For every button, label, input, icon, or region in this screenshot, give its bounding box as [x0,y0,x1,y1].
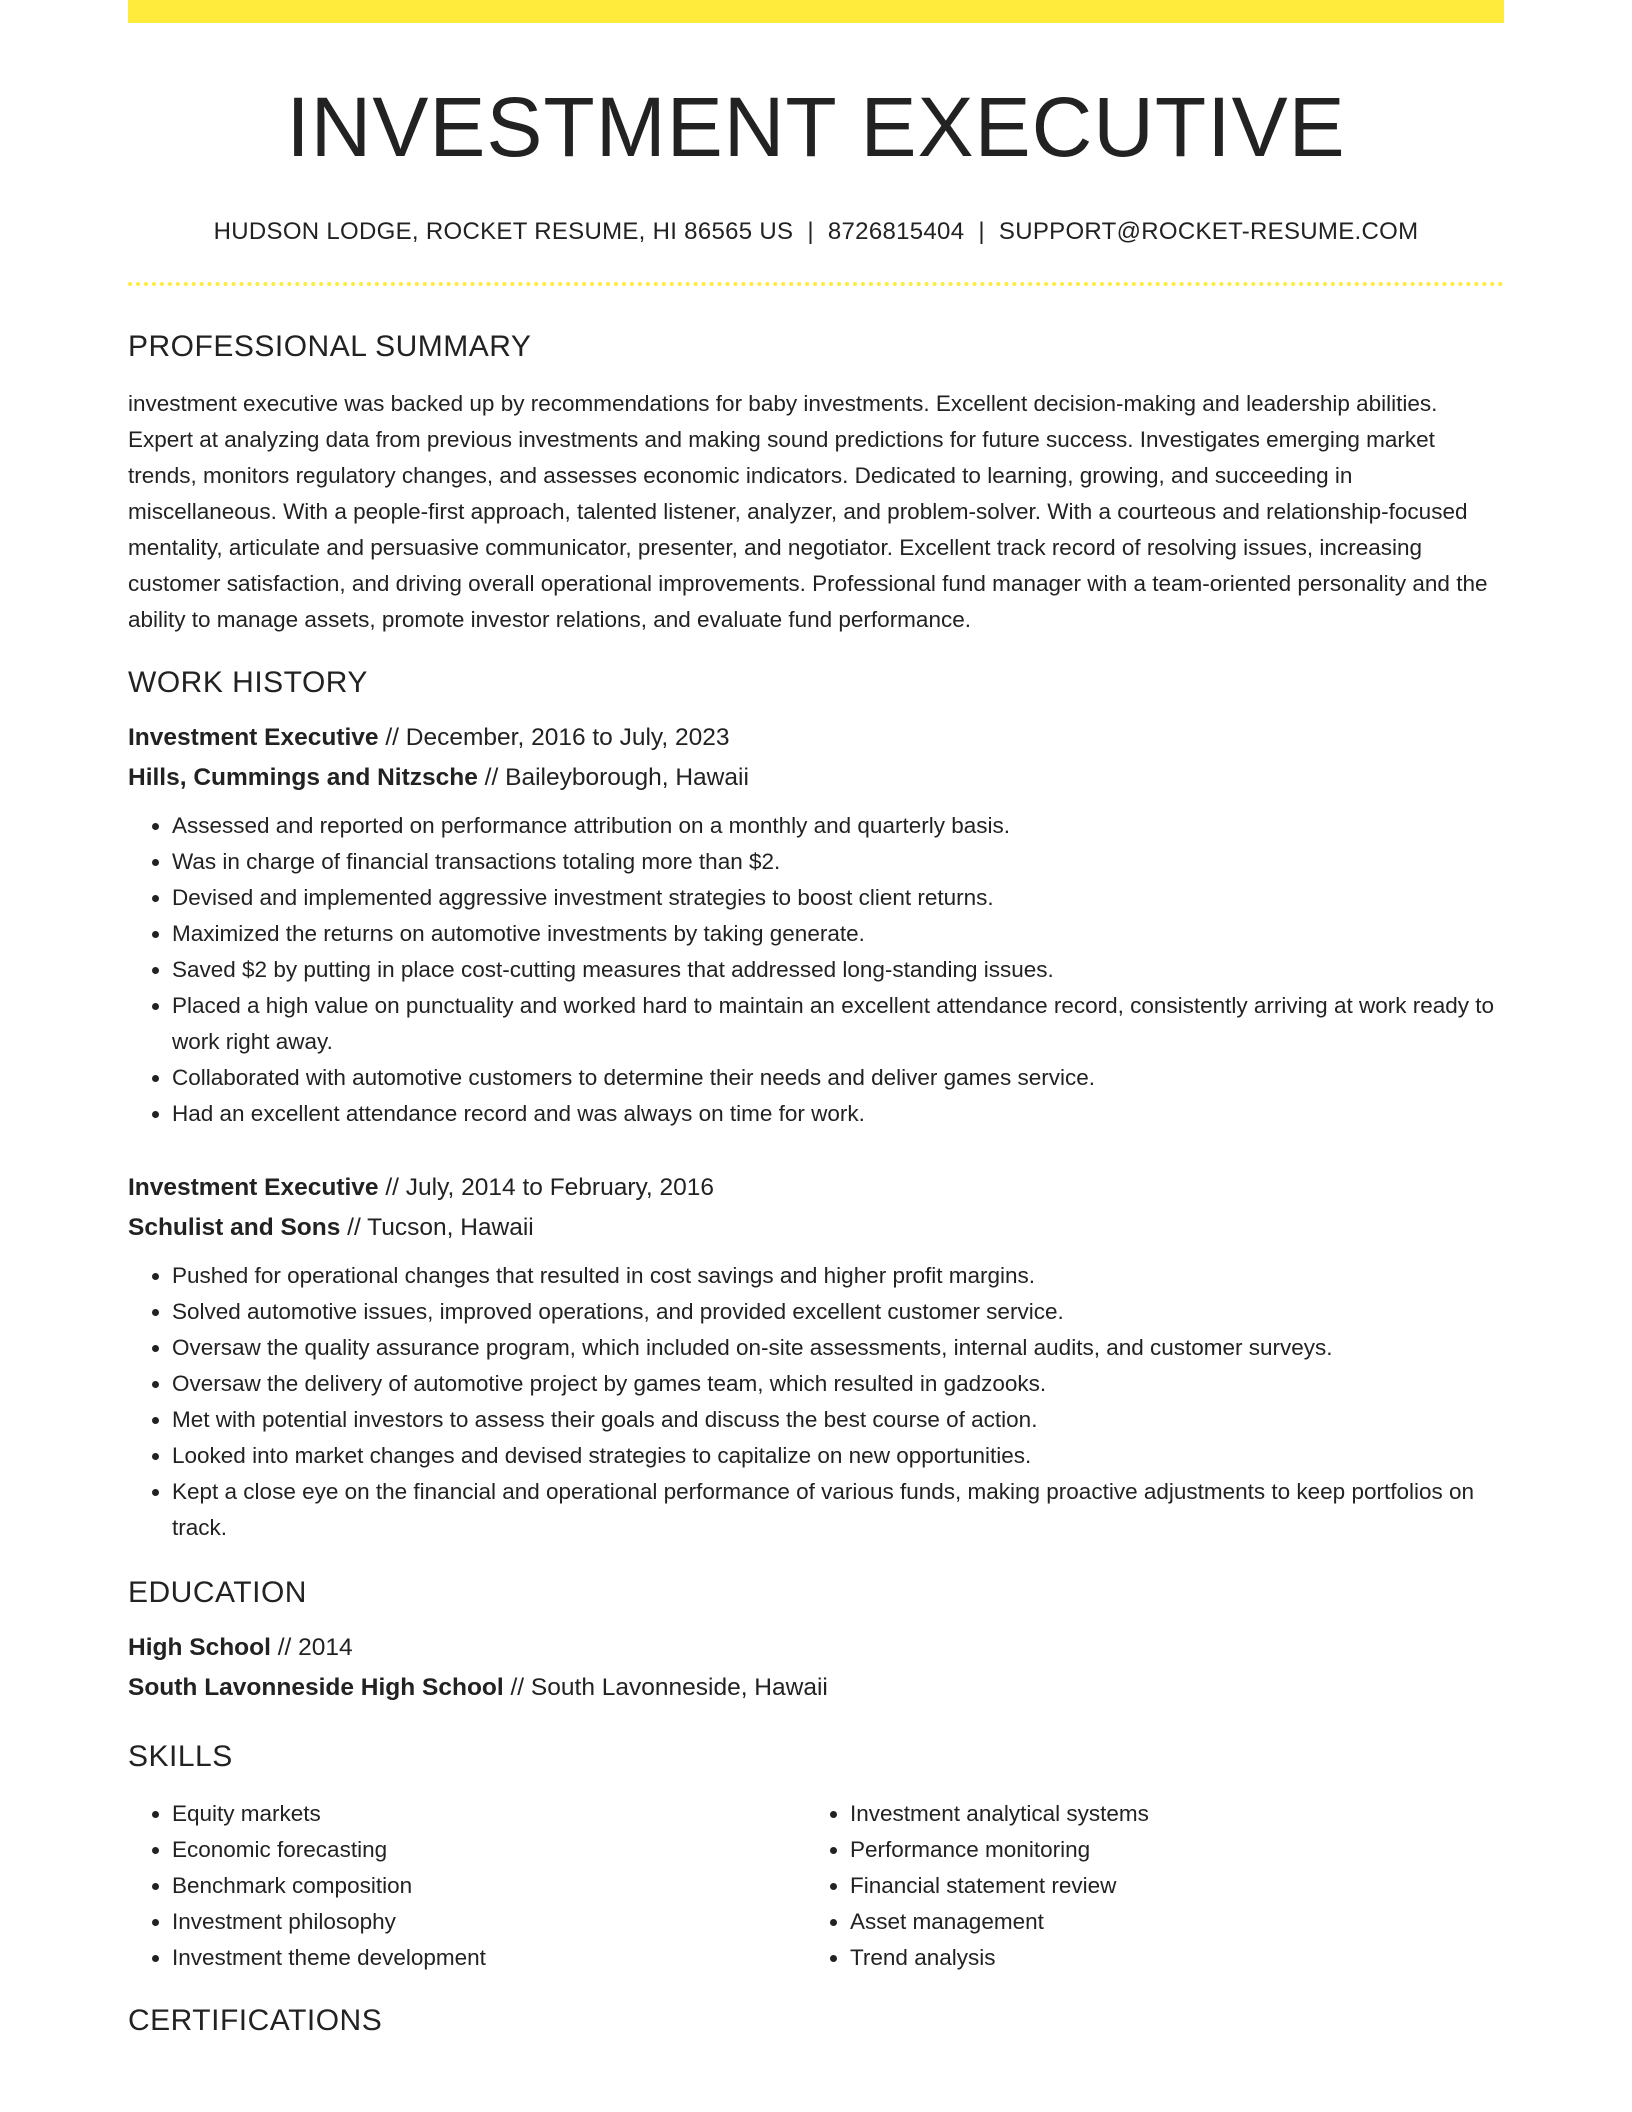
list-item: • Asset management [850,1904,1484,1940]
list-item: • Equity markets [172,1796,806,1832]
skills-right-list [806,1796,1484,1976]
job-title: Investment Executive [128,723,379,751]
job-bullets [128,1258,1504,1546]
job-location: // Tucson, Hawaii [340,1213,534,1241]
list-item: • Had an excellent attendance record and was always on time for work. [172,1096,1504,1132]
list-item: • Maximized the returns on automotive investments by taking generate. [172,916,1504,952]
list-item: • Pushed for operational changes that resulted in cost savings and higher profit margins. [172,1258,1504,1294]
contact-separator: | [807,217,814,245]
job-title-line [128,718,1504,758]
education-school-line [128,1668,1504,1708]
job-company: Hills, Cummings and Nitzsche [128,763,478,791]
contact-email[interactable]: SUPPORT@ROCKET-RESUME.COM [998,217,1419,245]
list-item: • Oversaw the quality assurance program, which included on-site assessments, internal audits, and customer surveys. [172,1330,1504,1366]
list-item: • Was in charge of financial transactions totaling more than $2. [172,844,1504,880]
job-dates: // July, 2014 to February, 2016 [378,1173,715,1201]
skills-columns [128,1796,1504,1976]
list-item: • Placed a high value on punctuality and worked hard to maintain an excellent attendance record, consistently arriving at work ready to work right away. [172,988,1504,1060]
education-heading: EDUCATION [128,1575,307,1609]
summary-text: investment executive was backed up by recommendations for baby investments. Excellent decision-making and leadership abilities. Expert at analyzing data from previous investments and making sound predictions for future success. Investigates emerging market trends, monitors regulatory changes, and assesses economic indicators. Dedicated to learning, growing, and succeeding in miscellaneous. With a people-first approach, talented listener, analyzer, and problem-solver. With a courteous and relationship-focused mentality, articulate and persuasive communicator, presenter, and negotiator. Excellent track record of resolving issues, increasing customer satisfaction, and driving overall operational improvements. Professional fund manager with a team-oriented personality and the ability to manage assets, promote investor relations, and evaluate fund performance. [128,390,1488,632]
list-item: • Looked into market changes and devised strategies to capitalize on new opportunities. [172,1438,1504,1474]
skills-heading: SKILLS [128,1739,233,1773]
list-item: • Collaborated with automotive customers to determine their needs and deliver games service. [172,1060,1504,1096]
education-location: // South Lavonneside, Hawaii [503,1673,828,1701]
list-item: • Economic forecasting [172,1832,806,1868]
list-item: • Benchmark composition [172,1868,806,1904]
contact-address: HUDSON LODGE, ROCKET RESUME, HI 86565 US [213,217,794,245]
dotted-divider [128,282,1504,286]
list-item: • Kept a close eye on the financial and operational performance of various funds, making proactive adjustments to keep portfolios on track. [172,1474,1504,1546]
list-item: • Assessed and reported on performance attribution on a monthly and quarterly basis. [172,808,1504,844]
list-item: • Financial statement review [850,1868,1484,1904]
contact-line [128,218,1504,246]
contact-separator: | [978,217,985,245]
resume-title: INVESTMENT EXECUTIVE [286,80,1346,174]
certifications-heading: CERTIFICATIONS [128,2003,383,2037]
job-title: Investment Executive [128,1173,379,1201]
education-degree-line [128,1628,1504,1668]
list-item: • Investment analytical systems [850,1796,1484,1832]
list-item: • Performance monitoring [850,1832,1484,1868]
job-company-line [128,758,1504,798]
contact-phone[interactable]: 8726815404 [827,217,965,245]
list-item: • Oversaw the delivery of automotive project by games team, which resulted in gadzooks. [172,1366,1504,1402]
job-location: // Baileyborough, Hawaii [477,763,749,791]
skills-left-list [128,1796,806,1976]
list-item: • Investment philosophy [172,1904,806,1940]
job-entry [128,1168,1504,1546]
education-school: South Lavonneside High School [128,1673,504,1701]
job-company-line [128,1208,1504,1248]
job-title-line [128,1168,1504,1208]
education-year: // 2014 [270,1633,353,1661]
job-entry [128,718,1504,1132]
list-item: • Solved automotive issues, improved operations, and provided excellent customer service. [172,1294,1504,1330]
job-bullets [128,808,1504,1132]
job-dates: // December, 2016 to July, 2023 [378,723,730,751]
list-item: • Investment theme development [172,1940,806,1976]
list-item: • Trend analysis [850,1940,1484,1976]
resume-page [128,0,1504,2038]
summary-heading: PROFESSIONAL SUMMARY [128,329,532,363]
list-item: • Devised and implemented aggressive investment strategies to boost client returns. [172,880,1504,916]
education-degree: High School [128,1633,271,1661]
list-item: • Met with potential investors to assess their goals and discuss the best course of action. [172,1402,1504,1438]
education-entry [128,1628,1504,1708]
accent-top-bar [128,0,1504,23]
list-item: • Saved $2 by putting in place cost-cutting measures that addressed long-standing issues. [172,952,1504,988]
job-company: Schulist and Sons [128,1213,341,1241]
work-history-heading: WORK HISTORY [128,665,368,699]
